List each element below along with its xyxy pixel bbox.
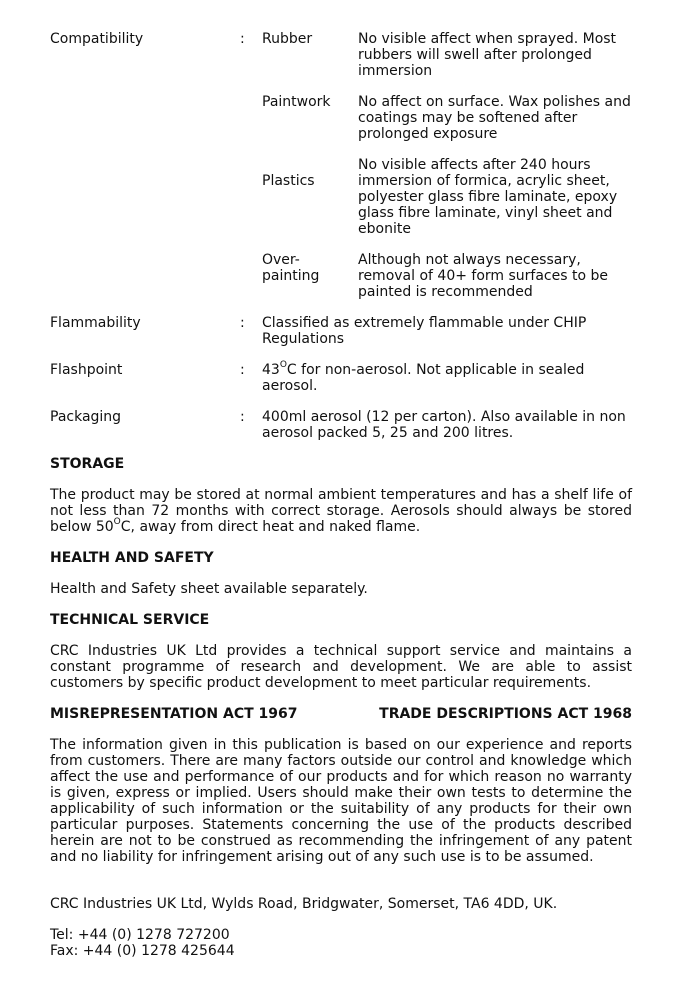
disclaimer-text: The information given in this publication is based on our experience and reports from customers. There are many factors outside our control and knowledge which affect the use and performance of our products and for which reason no warranty is given, express or implied. Users should make their own tests to determine the applicability of such information or the suitability of any products for their own particular purposes. Statements concerning the use of the products described herein are not to be construed as recommending the infringement of any patent and no liability for infringement arising out of any such use is to be assumed. — [50, 737, 632, 865]
flammability-label: Flammability — [50, 315, 141, 331]
compat-material: Plastics — [262, 173, 315, 189]
technical-heading: TECHNICAL SERVICE — [50, 612, 210, 628]
misrepresentation-act-heading: MISREPRESENTATION ACT 1967 — [50, 706, 298, 722]
acts-headings — [50, 706, 632, 722]
flashpoint-row — [50, 362, 632, 394]
telephone: Tel: +44 (0) 1278 727200 — [50, 927, 230, 943]
packaging-row — [50, 409, 632, 441]
compat-row-overpainting — [262, 252, 632, 300]
compat-material: Paintwork — [262, 94, 331, 110]
compat-description: Although not always necessary, removal of 40+ form surfaces to be painted is recommended — [358, 252, 608, 300]
flashpoint-label: Flashpoint — [50, 362, 123, 378]
compatibility-label: Compatibility — [50, 31, 144, 47]
compat-row-paintwork — [262, 94, 632, 142]
compatibility-section — [50, 31, 632, 300]
technical-text: CRC Industries UK Ltd provides a technical support service and maintains a constant programme of research and development. We are able to assist customers by specific product development to meet particular requirements. — [50, 643, 632, 691]
compat-material: Rubber — [262, 31, 313, 47]
trade-descriptions-act-heading: TRADE DESCRIPTIONS ACT 1968 — [379, 706, 632, 722]
flammability-row — [50, 315, 632, 347]
packaging-colon: : — [240, 409, 245, 425]
compat-description: No visible affect when sprayed. Most rubbers will swell after prolonged immersion — [358, 31, 617, 79]
compat-row-plastics — [262, 157, 632, 237]
health-text: Health and Safety sheet available separately. — [50, 581, 368, 597]
flammability-colon: : — [240, 315, 245, 331]
compatibility-colon: : — [240, 31, 245, 47]
storage-heading: STORAGE — [50, 456, 125, 472]
health-heading: HEALTH AND SAFETY — [50, 550, 214, 566]
packaging-value: 400ml aerosol (12 per carton). Also available in non aerosol packed 5, 25 and 200 litres. — [262, 409, 626, 441]
flashpoint-value: $43^OC$ for non-aerosol. Not applicable in sealed aerosol. — [262, 360, 585, 394]
compat-material: Over-painting — [262, 252, 320, 284]
flashpoint-colon: : — [240, 362, 245, 378]
packaging-label: Packaging — [50, 409, 122, 425]
company-address: CRC Industries UK Ltd, Wylds Road, Bridgwater, Somerset, TA6 4DD, UK. — [50, 896, 558, 912]
fax: Fax: +44 (0) 1278 425644 — [50, 943, 235, 959]
storage-text: The product may be stored at normal ambient temperatures and has a shelf life of not less than 72 months with correct storage. Aerosols should always be stored below $50^OC$, away from direct heat and naked flame. — [50, 487, 632, 535]
flammability-value: Classified as extremely flammable under CHIP Regulations — [262, 315, 587, 347]
compat-row-rubber — [262, 31, 632, 79]
compat-description: No visible affects after 240 hours immersion of formica, acrylic sheet, polyester glass fibre laminate, epoxy glass fibre laminate, vinyl sheet and ebonite — [358, 157, 618, 237]
datasheet-page — [50, 31, 632, 959]
compat-description: No affect on surface. Wax polishes and coatings may be softened after prolonged exposure — [358, 94, 631, 142]
